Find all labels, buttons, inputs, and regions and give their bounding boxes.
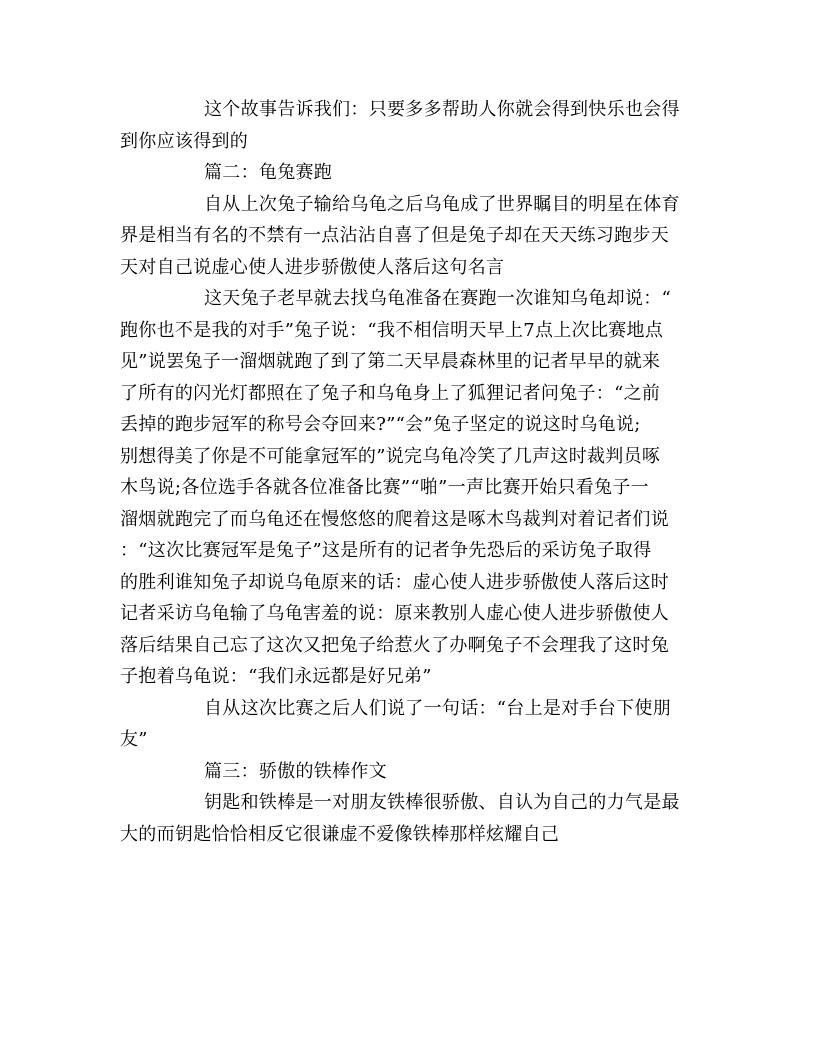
text-line: 别想得美了你是不可能拿冠军的”说完乌龟冷笑了几声这时裁判员啄 bbox=[120, 445, 661, 467]
text-line: 记者采访乌龟输了乌龟害羞的说：原来教别人虚心使人进步骄傲使人 bbox=[120, 603, 669, 624]
text-line: 钥匙和铁棒是一对朋友铁棒很骄傲、自认为自己的力气是最 bbox=[204, 792, 680, 813]
text-line: 溜烟就跑完了而乌龟还在慢悠悠的爬着这是啄木鸟裁判对着记者们说 bbox=[120, 508, 669, 530]
text-line: 丢掉的跑步冠军的称号会夺回来?”“会”兔子坚定的说这时乌龟说; bbox=[120, 414, 641, 435]
text-line: 到你应该得到的 bbox=[120, 130, 249, 152]
text-line: 天对自己说虚心使人进步骄傲使人落后这句名言 bbox=[120, 256, 505, 278]
text-line: 这天兔子老早就去找乌龟准备在赛跑一次谁知乌龟却说：“ bbox=[204, 288, 671, 309]
text-line: 这个故事告诉我们：只要多多帮助人你就会得到快乐也会得 bbox=[204, 99, 680, 120]
text-line: 界是相当有名的不禁有一点沾沾自喜了但是兔子却在天天练习跑步天 bbox=[120, 225, 669, 246]
text-line: 了所有的闪光灯都照在了兔子和乌龟身上了狐狸记者问兔子：“之前 bbox=[120, 382, 661, 404]
text-line: 落后结果自己忘了这次又把兔子给惹火了办啊兔子不会理我了这时兔 bbox=[120, 634, 669, 656]
section-heading: 篇二：龟兔赛跑 bbox=[204, 162, 333, 183]
text-line: 木鸟说;各位选手各就各位准备比赛”“啪”一声比赛开始只看兔子一 bbox=[120, 477, 649, 498]
text-line: 见”说罢兔子一溜烟就跑了到了第二天早晨森林里的记者早早的就来 bbox=[120, 351, 661, 372]
text-line: 自从上次兔子输给乌龟之后乌龟成了世界瞩目的明星在体育 bbox=[204, 193, 680, 215]
document-body bbox=[120, 94, 696, 850]
text-line: ：“这次比赛冠军是兔子”这是所有的记者争先恐后的采访兔子取得 bbox=[120, 540, 652, 561]
text-line: 跑你也不是我的对手”兔子说：“我不相信明天早上7点上次比赛地点 bbox=[120, 319, 664, 341]
text-line: 友” bbox=[120, 729, 148, 750]
text-line: 自从这次比赛之后人们说了一句话：“台上是对手台下使朋 bbox=[204, 697, 671, 719]
text-line: 的胜利谁知兔子却说乌龟原来的话：虚心使人进步骄傲使人落后这时 bbox=[120, 571, 669, 593]
text-line: 大的而钥匙恰恰相反它很谦虚不爱像铁棒那样炫耀自己 bbox=[120, 823, 560, 845]
section-heading: 篇三：骄傲的铁棒作文 bbox=[204, 760, 387, 782]
text-line: 子抱着乌龟说：“我们永远都是好兄弟” bbox=[120, 666, 432, 687]
